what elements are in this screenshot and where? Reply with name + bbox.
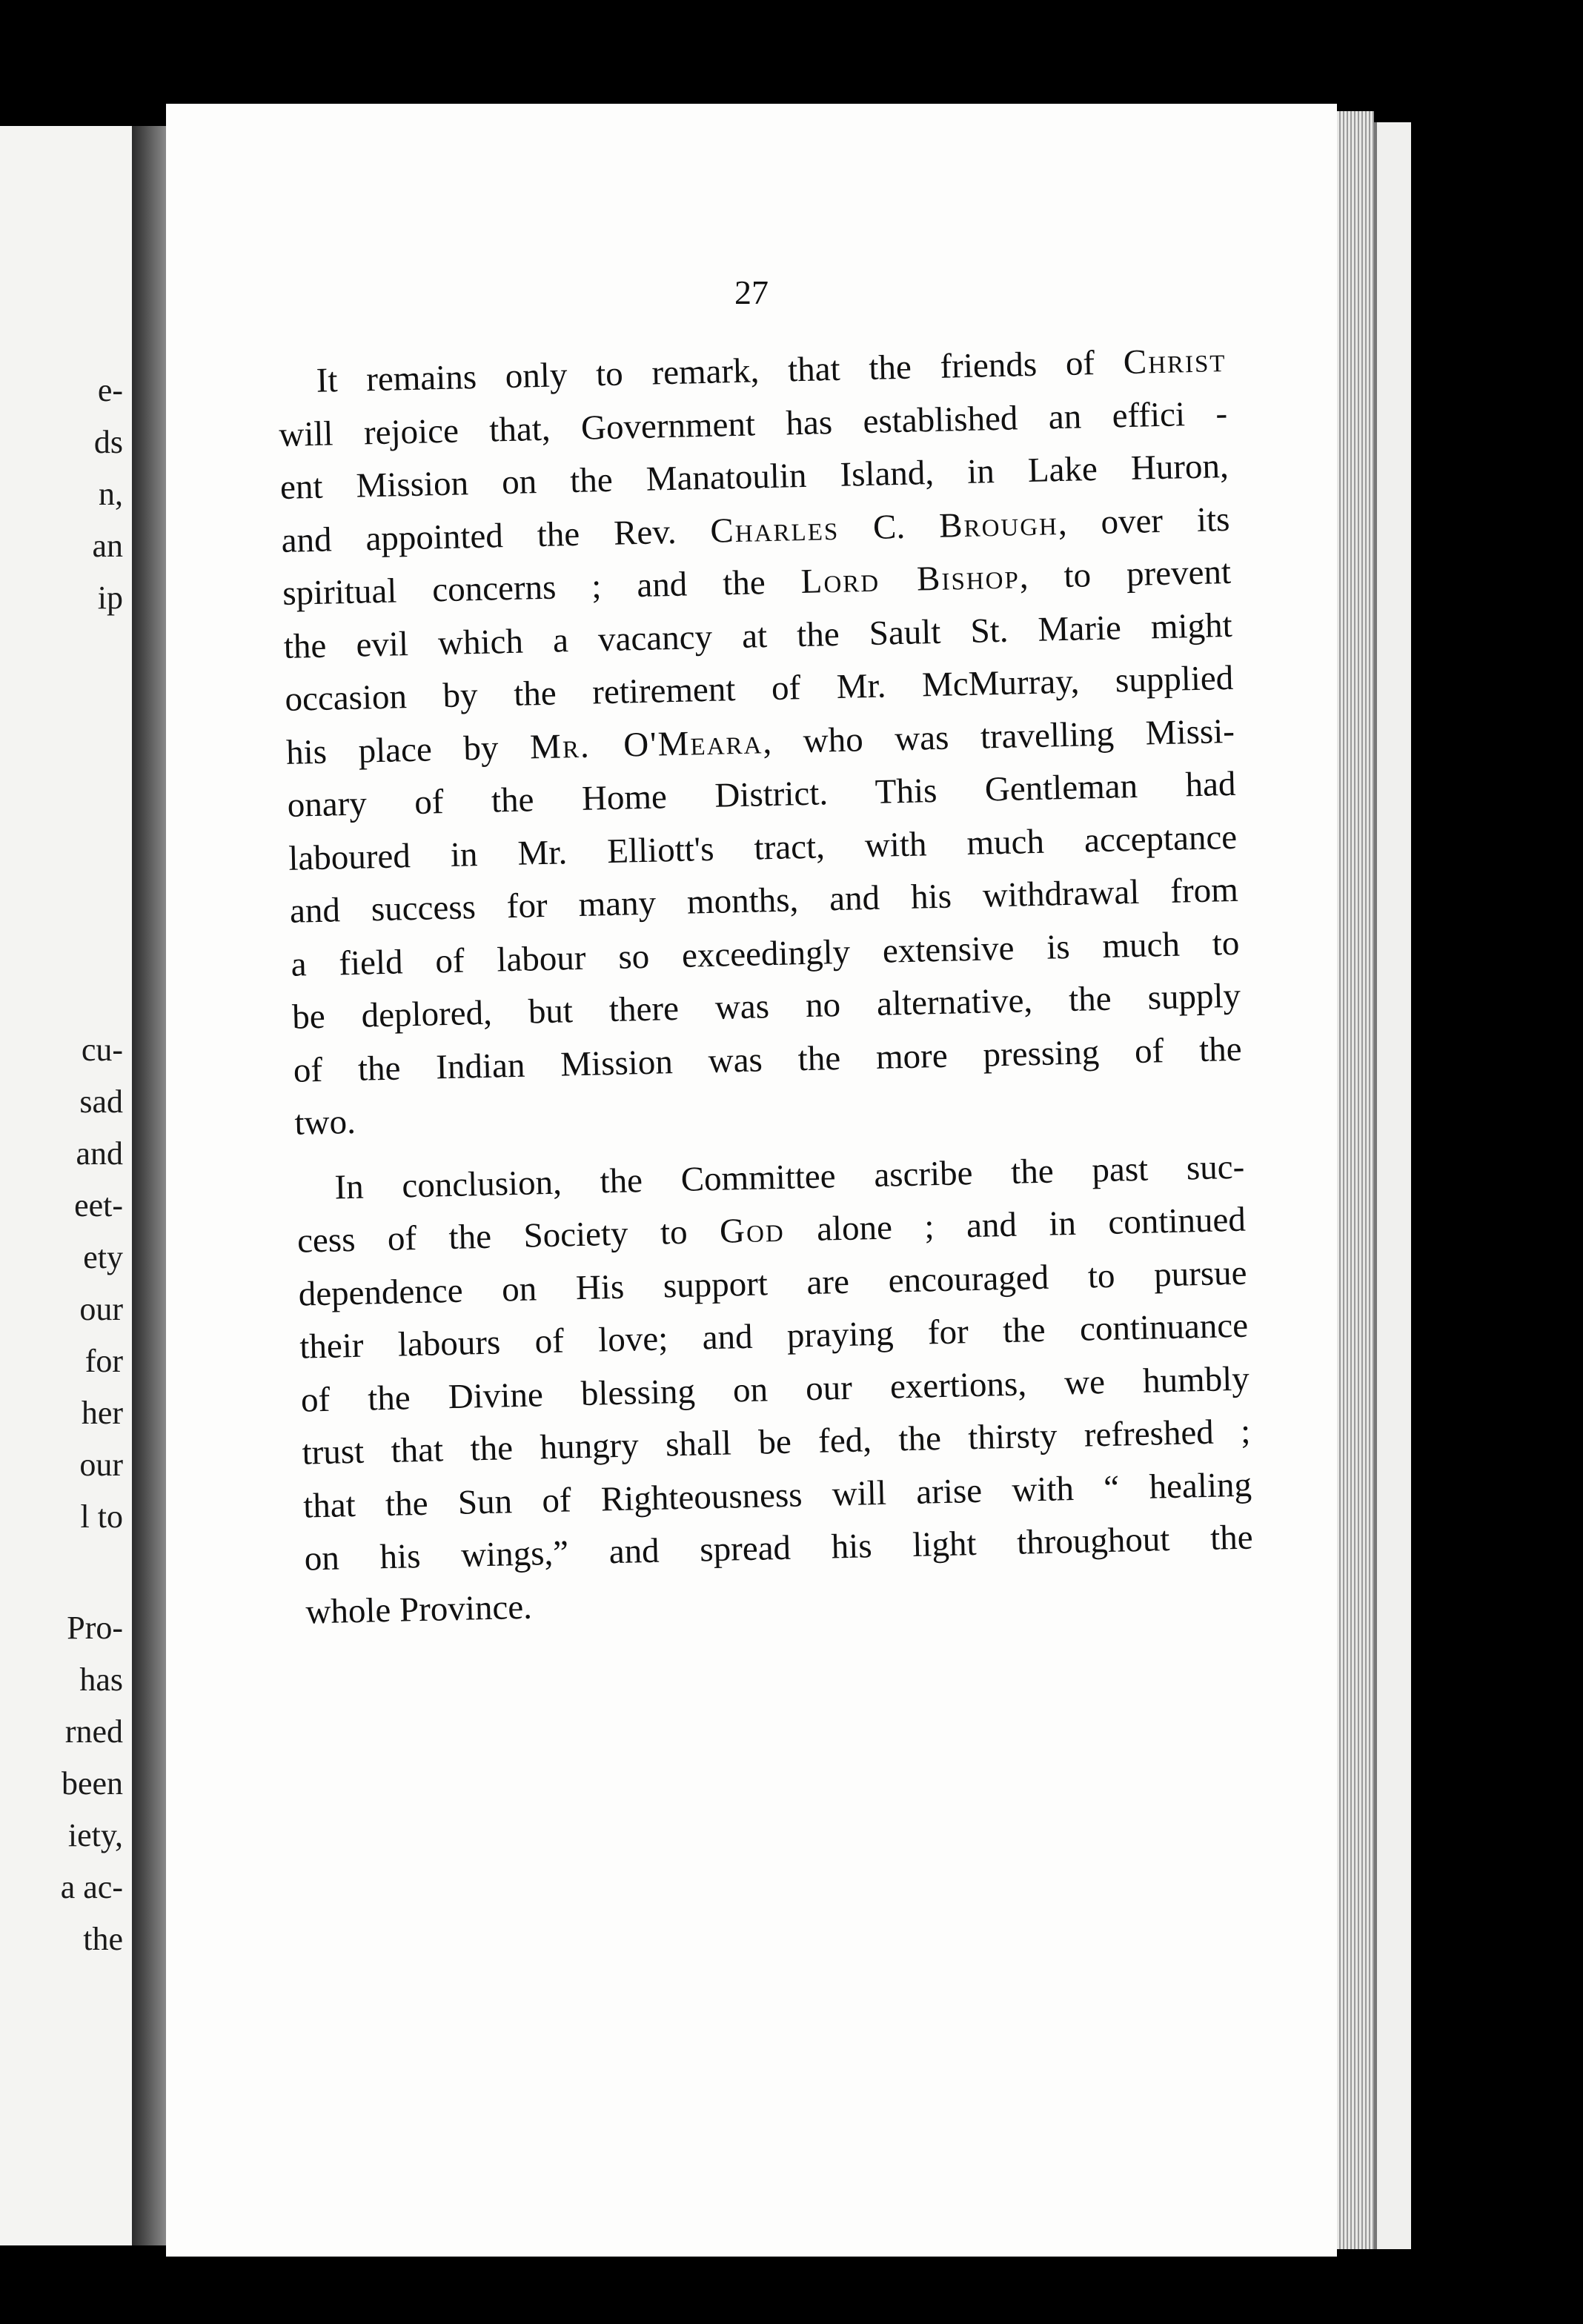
text-line: and success for many months, and his withdrawal from <box>289 870 1239 931</box>
text-line: their labours of love; and praying for the continuance <box>299 1306 1249 1367</box>
text-line: occasion by the retirement of Mr. McMurray, supplied <box>284 658 1234 719</box>
facing-page-text-fragment: eet- <box>74 1187 123 1224</box>
text-line: of the Divine blessing on our exertions, we humbly <box>300 1359 1250 1420</box>
facing-page-text-fragment: cu- <box>81 1032 123 1068</box>
facing-page-text-fragment: our <box>79 1447 123 1483</box>
facing-page-text-fragment: ds <box>93 424 123 460</box>
facing-page-text-fragment: her <box>81 1395 123 1431</box>
facing-page-text-fragment: our <box>79 1291 123 1327</box>
back-cover-edge <box>1374 122 1411 2249</box>
text-line: onary of the Home District. This Gentleman had <box>287 764 1237 825</box>
text-line: that the Sun of Righteousness will arise with “ healing <box>302 1465 1252 1526</box>
book-gutter <box>132 126 166 2245</box>
facing-page-edge <box>0 126 132 2245</box>
text-line: will rejoice that, Government has established an effici - <box>278 394 1228 454</box>
body-text <box>277 334 1255 1639</box>
text-line: on his wings,” and spread his light throughout the <box>304 1518 1254 1578</box>
facing-page-text-fragment: sad <box>79 1083 123 1120</box>
text-line: cess of the Society to God alone ; and in continued <box>296 1200 1247 1261</box>
facing-page-text-fragment: ety <box>83 1239 123 1275</box>
text-line: a field of labour so exceedingly extensive is much to <box>291 923 1240 984</box>
facing-page-text-fragment: ip <box>97 580 123 616</box>
text-line: and appointed the Rev. Charles C. Brough, over its <box>281 499 1230 560</box>
page-edges <box>1337 111 1374 2249</box>
text-line: dependence on His support are encouraged to pursue <box>298 1253 1247 1314</box>
facing-page-text-fragment: been <box>61 1765 123 1802</box>
text-line: spiritual concerns ; and the Lord Bishop, to prevent <box>282 552 1232 613</box>
text-line: In conclusion, the Committee ascribe the past suc- <box>333 1147 1245 1207</box>
facing-page-text-fragment: n, <box>99 476 123 512</box>
facing-page-text-fragment: and <box>76 1135 123 1172</box>
facing-page-text-fragment: for <box>84 1343 123 1379</box>
facing-page-text-fragment: an <box>92 528 123 564</box>
text-line: be deplored, but there was no alternative, the supply <box>291 976 1241 1037</box>
facing-page-text-fragment: a ac- <box>60 1869 123 1905</box>
facing-page-text-fragment: has <box>79 1661 123 1698</box>
facing-page-text-fragment: e- <box>97 372 123 408</box>
facing-page-text-fragment: rned <box>64 1713 123 1750</box>
text-line: whole Province. <box>305 1587 533 1632</box>
text-line: the evil which a vacancy at the Sault St. Marie might <box>283 605 1233 666</box>
facing-page-text-fragment: l to <box>80 1498 123 1535</box>
text-line: his place by Mr. O'Meara, who was travelling Missi- <box>285 711 1235 772</box>
text-line: laboured in Mr. Elliott's tract, with much acceptance <box>288 817 1238 878</box>
facing-page-text-fragment: Pro- <box>67 1610 123 1646</box>
book-page <box>166 104 1337 2257</box>
text-line: of the Indian Mission was the more pressing of the <box>293 1029 1243 1090</box>
text-line: trust that the hungry shall be fed, the thirsty refreshed ; <box>302 1412 1251 1473</box>
text-line: ent Mission on the Manatoulin Island, in Lake Huron, <box>279 446 1229 507</box>
facing-page-text-fragment: iety, <box>67 1817 123 1853</box>
text-line: It remains only to remark, that the friends of Christ <box>316 340 1227 400</box>
text-line: two. <box>293 1102 356 1143</box>
page-number: 27 <box>734 273 769 311</box>
facing-page-text-fragment: the <box>83 1921 123 1957</box>
